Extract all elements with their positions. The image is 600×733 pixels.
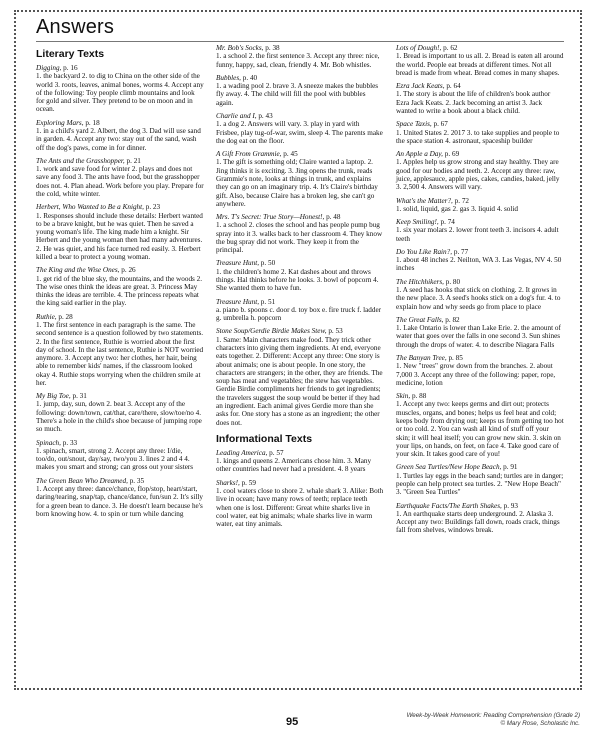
entry-answers: 1. Accept any three: dance/chance, flop/stop, heart/start, daring/tearing, snap/tap, chance/dance, fun/sun 2. It's silly for a green bean to dance. 3. He doesn't learn because he's born knowing how. 4. to spin or turn while dancing [36,485,203,518]
entry-answers: 1. about 48 inches 2. Neilton, WA 3. Las Vegas, NV 4. 50 inches [396,256,562,273]
entry-page: p. 69 [444,150,460,159]
title-divider [36,41,564,42]
entry-title: Green Sea Turtles/New Hope Beach, [396,463,502,472]
entry-page: p. 31 [72,392,87,401]
entry-answers: 1. the backyard 2. to dig to China on the other side of the world 3. roots, leaves, animal bones, worms 4. Accept any of the following: Toy people climb mountains and look for gold and silver. They pretend to be on moon and in ocean. [36,72,204,114]
entry-answers: 1. United States 2. 2017 3. to take supplies and people to the space station 4. astronaut, spaceship builder [396,128,560,145]
entry-answers: 1. jump, day, sun, down 2. beat 3. Accept any of the following: down/town, cat/that, care/there, slow/toe/no 4. There's a hole in the child's shoe because of jumping rope so much. [36,400,202,434]
entry-page: p. 43 [258,111,273,120]
entry-title: Skin, [396,392,411,401]
entry-page: p. 51 [260,297,276,306]
entry-heading [36,64,204,72]
entry-title: Keep Smiling!, [396,218,439,227]
answer-entry [36,266,204,307]
answer-entry [396,44,564,77]
entry-page: p. 88 [411,392,427,401]
answer-entry [396,463,564,496]
entry-page: p. 38 [265,44,280,52]
entry-answers: 1. work and save food for winter 2. plays and does not save any food 3. The ants have food, but the grasshopper does not. 4. Plan ahead. Work before you play. Prepare for the cold, white winter. [36,165,204,198]
section-heading-literary: Literary Texts [36,48,105,60]
entry-answers: 1. Accept any two: keeps germs and dirt out; protects muscles, organs, and bones; helps us feel heat and cold; keeps body from drying out; keeps us from getting too hot or too cold. 2. You can wash all kind of stuff off your skin; it will heal itself; you can grow new skin. 3. skin on your lips, on hands, on feet, on face 4. Take good care of your skin. It takes good care of you! [396,400,564,459]
entry-heading [396,44,564,52]
entry-heading [396,354,564,362]
entry-page: p. 18 [85,118,100,127]
entry-page: p. 57 [269,448,284,457]
entry-heading [396,392,564,400]
entry-title: Treasure Hunt, [216,259,259,268]
section-heading-informational: Informational Texts [216,432,313,445]
entry-answers: 1. solid, liquid, gas 2. gas 3. liquid 4. solid [396,204,518,213]
entry-title: Mr. Bob's Socks, [216,44,264,52]
entry-page: p. 33 [62,438,78,447]
entry-title: The Ants and the Grasshopper, [36,156,125,165]
entry-title: Bubbles, [216,73,241,82]
entry-answers: 1. Lake Ontario is lower than Lake Erie. 2. the amount of water that goes over the falls in one second 3. Sun shines through the drops of water. 4. to describe Niagara Falls [396,324,561,349]
entry-title: Digging, [36,64,62,73]
entry-title: Space Taxis, [396,120,432,129]
entry-page: p. 93 [503,501,518,510]
entry-title: Charlie and I, [216,111,257,120]
answer-entry [36,157,204,198]
entry-heading [216,112,384,120]
entry-title: Mrs. T's Secret: True Story—Honest!, [216,213,325,222]
entry-page: p. 72 [454,196,470,205]
answer-entry [396,120,564,145]
entry-answers: 1. the children's home 2. Kat dashes about and throws things. Hal thinks before he looks. 3. bowl of popcorn 4. She wanted them to have fun. [216,267,379,293]
answer-entry [216,74,384,107]
entry-page: p. 64 [446,82,461,91]
entry-title: Ezra Jack Keats, [396,82,445,91]
entry-heading [396,120,564,128]
entry-page: p. 45 [283,150,298,159]
entry-heading [396,248,564,256]
entry-answers: 1. Turtles lay eggs in the beach sand; turtles are in danger; people can help protect sea turtles. 2. "New Hope Beach" 3. "Green Sea Turtles" [396,471,564,497]
entry-heading [396,463,564,471]
entry-answers: 1. The first sentence in each paragraph is the same. The second sentence is a question followed by two statements. 2. In the first sentence, Ruthie is worried about the first day of school. In the last sentence, Ruthie is NOT worried anymore. 3. Accept any two: her clothes, her hair, being able to remember kids' names, if the classroom looked okay 4. Ruthie stops worrying when the children smile at her. [36,320,204,387]
entry-page: p. 48 [326,213,341,222]
column-3 [396,44,564,540]
entry-heading [36,477,204,485]
entry-heading [36,313,204,321]
answer-entry [36,392,204,433]
page-title: Answers [36,16,115,38]
entry-page: p. 80 [445,277,461,286]
entry-title: Sharks!, [216,478,240,487]
entry-page: p. 82 [445,315,460,324]
answer-entry [216,327,384,426]
entry-title: Leading America, [216,448,268,457]
entry-title: Spinach, [36,438,61,447]
entry-answers: 1. a school 2. closes the school and has people pump bug spray into it 3. walks back to her classroom 4. They know the bug spray did not work. They keep it from the principal. [216,221,383,255]
entry-answers: 1. The story is about the life of children's book author Ezra Jack Keats. 2. Jack becoming an artist 3. Jack wanted to write a book about a black child. [396,90,551,115]
entry-heading [396,218,564,226]
entry-page: p. 21 [126,156,141,165]
entry-page: p. 77 [453,247,469,256]
entry-page: p. 16 [63,64,78,73]
entry-heading [396,197,564,205]
credits [407,712,580,728]
entry-title: The Banyan Tree, [396,354,447,362]
answer-entry [36,119,204,152]
entry-page: p. 59 [241,478,256,487]
answer-entry [396,248,564,273]
entry-answers: 1. a dog 2. Answers will vary. 3. play in yard with Frisbee, play tug-of-war, swim, sleep 4. The parents make the dog eat on the floor. [216,120,383,145]
answer-columns [36,44,564,540]
entry-answers: 1. The gift is something old; Claire wanted a laptop. 2. Jing thinks it is exciting. 3. Jing opens the trunk, reads Grammie's note, looks at things in trunk, and explains they can go on an imaginary trip. 4. It's Claire's birthday gift. Also, because Claire has a broken leg, she can't go anywhere. [216,158,378,208]
entry-heading [36,392,204,400]
entry-title: The Great Falls, [396,315,444,324]
entry-heading [396,316,564,324]
answer-entry [396,82,564,115]
entry-heading [36,157,204,165]
entry-answers: 1. Same: Main characters make food. They trick other characters into giving them ingredients. At end, everyone eats together. 2. Different: Accept any three: One story is about animals; one is about people. In one story, the characters are strangers; in the other, they are friends. The soup has meat and vegetables; the stew has vegetables. Gerdie Birdie compliments her friends to get ingredients; the travelers suggest the soup would be better if they had an ingredient. Each animal gives Gerdie more than she asks for. One story has a stone as an ingredient; the other does not. [216,335,383,427]
entry-answers: 1. Bread is important to us all. 2. Bread is eaten all around the world. People eat breads at different times. Not all bread is made from wheat. Bread comes in many shapes. [396,52,564,77]
entry-page: p. 28 [58,312,73,321]
entry-title: Herbert, Who Wanted to Be a Knight, [36,203,144,212]
answer-entry [396,218,564,243]
entry-page: p. 74 [440,218,455,227]
answer-entry [36,313,204,388]
column-1 [36,44,204,540]
entry-answers: 1. a wading pool 2. brave 3. A sneeze makes the bubbles fly away. 4. The child will fill the pool with bubbles again. [216,82,379,107]
entry-title: The Green Bean Who Dreamed, [36,476,128,485]
answer-entry [216,298,384,323]
entry-title: Do You Like Rain?, [396,247,453,256]
entry-answers: 1. New "trees" grow down from the branches. 2. about 7,000 3. Accept any three of the following: paper, rope, medicine, lotion [396,362,556,387]
entry-heading [36,439,204,447]
entry-heading [36,203,204,211]
entry-title: Earthquake Facts/The Earth Shakes, [396,501,502,510]
entry-heading [396,278,564,286]
answer-entry [36,477,204,518]
answer-entry [396,150,564,191]
entry-page: p. 35 [129,476,145,485]
entry-title: What's the Matter?, [396,196,453,205]
entry-title: An Apple a Day, [396,150,443,159]
entry-title: Treasure Hunt, [216,297,259,306]
answer-entry [216,449,384,474]
entry-title: My Big Toe, [36,392,71,401]
answer-entry [36,64,204,114]
entry-answers: 1. Responses should include these details: Herbert wanted to be a brave knight, but he was quiet. Then he saved a young woman's life. The king made him a knight. Sir Herbert and the young woman then had many adventures. 2. He was quiet, and his face turned red easily. 3. Herbert killed a bear to protect a young woman. [36,211,203,261]
answer-entry [396,197,564,214]
entry-title: Exploring Mars, [36,118,84,127]
entry-title: Stone Soup/Gerdie Birdie Makes Stew, [216,327,327,336]
entry-title: The Hitchhikers, [396,277,444,286]
entry-answers: 1. An earthquake starts deep underground. 2. Alaska 3. Accept any two: Buildings fall down, roads crack, things fall from shelves, windows break. [396,509,560,535]
entry-answers: 1. kings and queens 2. Americans chose him. 3. Many other countries had never had a president. 4. 8 years [216,457,372,474]
answer-entry [396,502,564,535]
entry-title: Lots of Dough!, [396,44,442,52]
entry-answers: 1. A seed has hooks that stick on clothing. 2. It grows in the new place. 3. A seed's hooks stick on a dog's fur. 4. to explain how and why seeds go from place to place [396,286,561,311]
entry-heading [216,479,384,487]
entry-heading [216,327,384,335]
entry-heading [36,266,204,274]
copyright-line: © Mary Rose, Scholastic Inc. [500,720,580,728]
entry-answers: 1. six year molars 2. lower front teeth 3. incisors 4. adult teeth [396,226,559,243]
answer-entry [396,392,564,458]
entry-heading [216,213,384,221]
entry-title: Ruthie, [36,312,57,321]
entry-title: A Gift From Grammie, [216,150,282,159]
entry-answers: 1. Apples help us grow strong and stay healthy. They are good for our bodies and teeth. 2. Accept any three: raw, juice, applesauce, apple pies, cakes, candies, baked, jelly 3. 2,500 4. Answers will vary. [396,158,560,192]
entry-answers: 1. a school 2. the first sentence 3. Accept any three: nice, funny, happy, sad, clean, friendly 4. Mr. Bob whistles. [216,52,380,69]
entry-heading [396,150,564,158]
page-number: 95 [286,716,299,728]
entry-page: p. 67 [433,120,448,129]
entry-heading [216,259,384,267]
entry-heading [36,119,204,127]
answer-entry [216,112,384,145]
answer-entry [216,213,384,254]
entry-answers: 1. get rid of the blue sky, the mountains, and the woods 2. The wise ones think the ideas are great. 3. Princess May thinks the ideas are terrible. 4. The princess repeats what the king said earlier in the play. [36,274,203,308]
column-2 [216,44,384,540]
entry-page: p. 26 [121,266,136,275]
answer-entry [396,316,564,349]
entry-title: The King and the Wise Ones, [36,266,120,275]
entry-heading [396,502,564,510]
answer-entry [216,150,384,208]
answer-entry [396,278,564,311]
entry-heading [396,82,564,90]
answer-entry [216,259,384,292]
entry-page: p. 91 [503,463,518,472]
entry-heading [216,298,384,306]
entry-page: p. 53 [328,327,343,336]
entry-heading [216,150,384,158]
entry-answers: a. piano b. spoons c. door d. toy box e. fire truck f. ladder g. umbrella h. popcorn [216,305,382,323]
entry-answers: 1. cool waters close to shore 2. whale shark 3. Alike: Both live in ocean; have many rows of teeth; replace teeth when one is lost. Different: Great white sharks live in cool water, eat big animals; whale sharks live in warm water, eat tiny animals. [216,487,384,529]
entry-page: p. 40 [242,73,258,82]
entry-page: p. 50 [260,259,276,268]
entry-page: p. 62 [443,44,458,52]
answer-entry [36,203,204,261]
answer-entry [396,354,564,387]
entry-answers: 1. in a child's yard 2. Albert, the dog 3. Dad will use sand in garden. 4. Accept any two: stay out of the sand, wash off the dog's paws, come in for dinner. [36,127,201,152]
credit-line: Week-by-Week Homework: Reading Comprehension (Grade 2) [406,712,580,719]
entry-heading [216,449,384,457]
entry-answers: 1. spinach, smart, strong 2. Accept any three: I/die, too/do, out/snout, day/say, two/you 3. lines 2 and 4 4. makes you smart and strong; can gross out your sisters [36,446,194,472]
entry-heading [216,44,384,52]
answer-entry [216,479,384,529]
entry-page: p. 85 [448,354,463,362]
answer-entry [216,44,384,69]
answer-entry [36,439,204,472]
entry-heading [216,74,384,82]
entry-page: p. 23 [145,203,161,212]
